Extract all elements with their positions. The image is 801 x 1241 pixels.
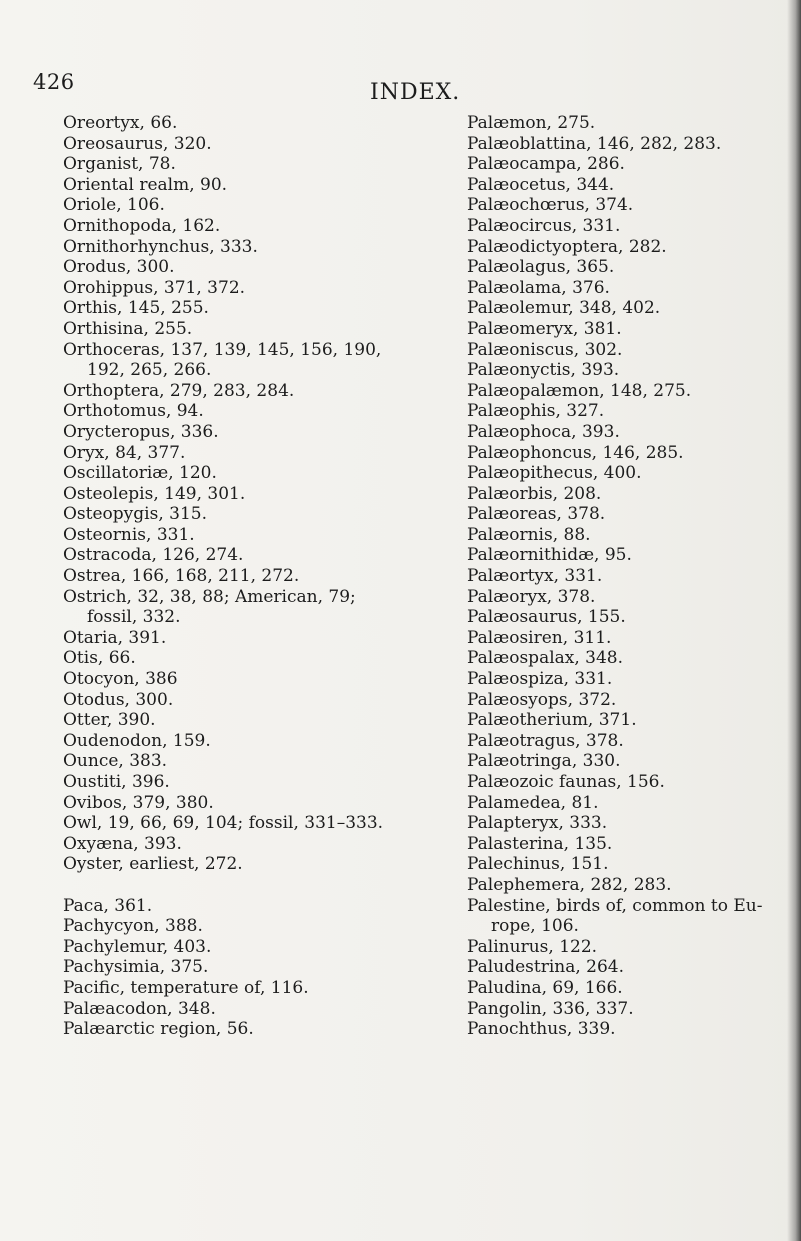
index-entry: Ostrea, 166, 168, 211, 272.: [63, 566, 300, 587]
index-entry: Palæolagus, 365.: [467, 257, 615, 278]
index-entry: Palæacodon, 348.: [63, 998, 216, 1019]
index-entry: Oryx, 84, 377.: [63, 442, 186, 463]
index-entry: Palæosyops, 372.: [467, 689, 617, 710]
index-entry: Orthotomus, 94.: [63, 401, 204, 422]
index-entry: Otocyon, 386: [63, 669, 178, 690]
index-entry: Ounce, 383.: [63, 751, 168, 772]
index-entry: Palæosiren, 311.: [467, 627, 612, 648]
index-entry: Palæocampa, 286.: [467, 154, 625, 175]
index-entry: Oustiti, 396.: [63, 772, 170, 792]
index-entry: Orthisina, 255.: [63, 318, 193, 339]
index-entry: Palæocetus, 344.: [467, 174, 615, 195]
index-entry: Orthoceras, 137, 139, 145, 156, 190,: [63, 339, 382, 360]
index-entry: Ostracoda, 126, 274.: [63, 545, 244, 566]
index-entry: Palæoblattina, 146, 282, 283.: [467, 133, 722, 154]
section-gap: [63, 875, 383, 896]
index-entry: Palæophoncus, 146, 285.: [467, 442, 684, 463]
index-entry: Oudenodon, 159.: [63, 730, 211, 751]
index-entry: Otis, 66.: [63, 648, 136, 669]
index-entry: Palasterina, 135.: [467, 833, 613, 854]
index-entry: Palæospiza, 331.: [467, 669, 613, 690]
index-entry: Osteolepis, 149, 301.: [63, 483, 246, 504]
index-entry: Paludestrina, 264.: [467, 957, 625, 978]
index-entry: Organist, 78.: [63, 154, 176, 175]
index-entry: Ornithorhynchus, 333.: [63, 236, 258, 257]
index-entry-continuation: 192, 265, 266.: [87, 360, 212, 381]
index-entry: Palæopithecus, 400.: [467, 463, 642, 484]
index-entry: Owl, 19, 66, 69, 104; fossil, 331–333.: [63, 813, 384, 834]
index-entry: Palæozoic faunas, 156.: [467, 772, 665, 792]
index-column-left: [63, 113, 383, 1040]
index-entry: Palæonyctis, 393.: [467, 360, 620, 381]
index-entry: Palæophis, 327.: [467, 401, 605, 422]
index-entry: Palæoniscus, 302.: [467, 339, 623, 360]
index-entry: Pachycyon, 388.: [63, 916, 203, 937]
index-entry: Palæopalæmon, 148, 275.: [467, 380, 692, 401]
index-entry: Palapteryx, 333.: [467, 813, 608, 834]
index-entry: Palamedea, 81.: [467, 792, 599, 813]
index-entry: Palæmon, 275.: [467, 113, 596, 133]
index-entry: Ostrich, 32, 38, 88; American, 79;: [63, 586, 356, 607]
index-entry-continuation: rope, 106.: [491, 916, 579, 937]
index-entry-continuation: fossil, 332.: [87, 607, 181, 628]
index-entry: Palæoreas, 378.: [467, 504, 606, 525]
index-entry: Palæotringa, 330.: [467, 751, 621, 772]
index-entry: Paca, 361.: [63, 895, 153, 916]
index-entry: Oriental realm, 90.: [63, 174, 228, 195]
index-entry: Palæolemur, 348, 402.: [467, 298, 661, 319]
index-entry: Palæorbis, 208.: [467, 483, 602, 504]
index-entry: Palechinus, 151.: [467, 854, 609, 875]
index-entry: Orthoptera, 279, 283, 284.: [63, 380, 295, 401]
index-entry: Oreosaurus, 320.: [63, 133, 212, 154]
index-entry: Palæophoca, 393.: [467, 421, 620, 442]
index-entry: Panochthus, 339.: [467, 1019, 616, 1040]
page-number: 426: [33, 70, 75, 94]
index-entry: Orohippus, 371, 372.: [63, 277, 246, 298]
index-entry: Osteopygis, 315.: [63, 504, 207, 525]
index-entry: Palæortyx, 331.: [467, 566, 603, 587]
running-head: INDEX.: [370, 80, 461, 105]
index-entry: Palinurus, 122.: [467, 936, 598, 957]
index-entry: Paludina, 69, 166.: [467, 977, 623, 998]
index-entry: Otodus, 300.: [63, 689, 174, 710]
index-entry: Oscillatoriæ, 120.: [63, 463, 217, 484]
index-entry: Orodus, 300.: [63, 257, 175, 278]
index-entry: Osteornis, 331.: [63, 524, 195, 545]
index-entry: Palæornithidæ, 95.: [467, 545, 632, 566]
index-entry: Palæosaurus, 155.: [467, 607, 626, 628]
index-column-right: [467, 113, 787, 1040]
index-entry: Palæospalax, 348.: [467, 648, 624, 669]
index-entry: Palæoryx, 378.: [467, 586, 596, 607]
index-entry: Palæornis, 88.: [467, 524, 591, 545]
index-entry: Palæotragus, 378.: [467, 730, 624, 751]
index-entry: Otter, 390.: [63, 710, 156, 731]
index-entry: Palæolama, 376.: [467, 277, 610, 298]
index-entry: Pacific, temperature of, 116.: [63, 977, 309, 998]
index-entry: Palæodictyoptera, 282.: [467, 236, 667, 257]
page-edge-shadow: [787, 0, 801, 1241]
index-entry: Oxyæna, 393.: [63, 833, 182, 854]
index-entry: Palæomeryx, 381.: [467, 318, 622, 339]
index-entry: Pachysimia, 375.: [63, 957, 209, 978]
index-entry: Palæocircus, 331.: [467, 215, 621, 236]
index-entry: Ovibos, 379, 380.: [63, 792, 214, 813]
index-entry: Otaria, 391.: [63, 627, 167, 648]
index-entry: Oreortyx, 66.: [63, 113, 178, 133]
index-entry: Palestine, birds of, common to Eu-: [467, 895, 763, 916]
index-entry: Palæarctic region, 56.: [63, 1019, 254, 1040]
index-entry: Orthis, 145, 255.: [63, 298, 209, 319]
index-entry: Oyster, earliest, 272.: [63, 854, 243, 875]
index-entry: Pachylemur, 403.: [63, 936, 212, 957]
index-entry: Oriole, 106.: [63, 195, 165, 216]
index-entry: Palæotherium, 371.: [467, 710, 637, 731]
index-entry: Pangolin, 336, 337.: [467, 998, 634, 1019]
index-entry: Ornithopoda, 162.: [63, 215, 221, 236]
index-entry: Orycteropus, 336.: [63, 421, 219, 442]
index-entry: Palephemera, 282, 283.: [467, 874, 672, 895]
index-entry: Palæochœrus, 374.: [467, 195, 634, 216]
